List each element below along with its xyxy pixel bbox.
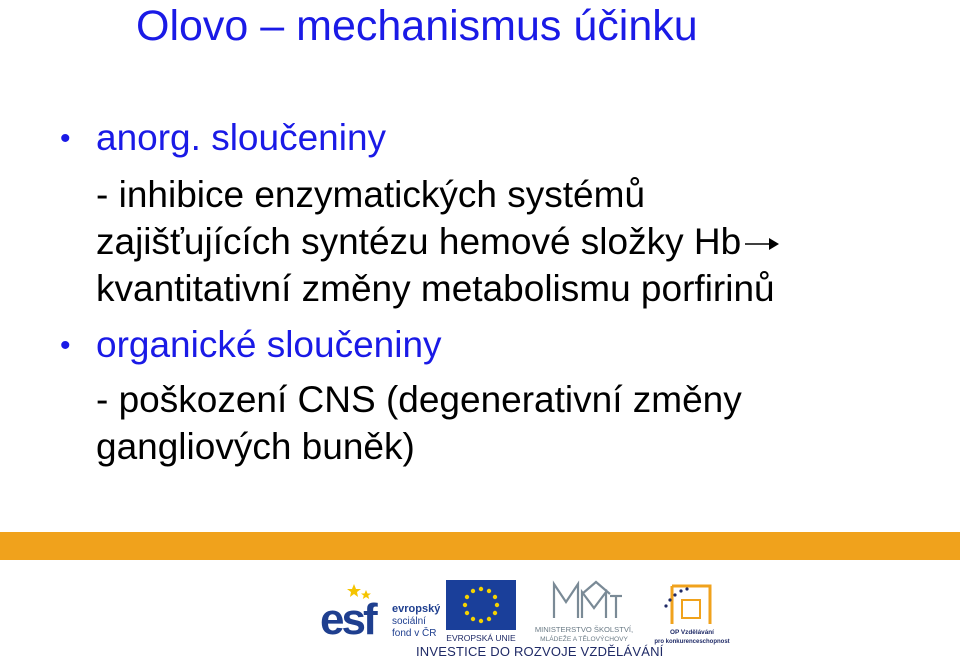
eu-flag-logo bbox=[446, 580, 516, 644]
bullet-marker: • bbox=[60, 329, 71, 362]
body-line-text: zajišťujících syntézu hemové složky Hb bbox=[96, 221, 742, 262]
footer-tagline: INVESTICE DO ROZVOJE VZDĚLÁVÁNÍ bbox=[416, 644, 664, 659]
esf-logo bbox=[320, 582, 440, 642]
msmt-text-line: MLÁDEŽE A TĚLOVÝCHOVY bbox=[540, 636, 628, 643]
bullet-marker: • bbox=[60, 122, 71, 155]
msmt-text-line: MINISTERSTVO ŠKOLSTVÍ, bbox=[534, 625, 634, 634]
footer-logos bbox=[0, 560, 960, 661]
body-line: - inhibice enzymatických systémů bbox=[96, 174, 646, 215]
body-line: gangliových buněk) bbox=[96, 426, 415, 467]
op-vzdelavani-logo bbox=[652, 578, 732, 646]
bullet-heading-inorganic: anorg. sloučeniny bbox=[96, 117, 387, 158]
op-text-line: OP Vzdělávání bbox=[670, 629, 714, 636]
footer-stripe bbox=[0, 532, 960, 560]
eu-caption: EVROPSKÁ UNIE bbox=[446, 633, 516, 643]
esf-text-line: evropský bbox=[392, 603, 440, 615]
slide-title: Olovo – mechanismus účinku bbox=[136, 2, 698, 50]
esf-text-line: fond v ČR bbox=[392, 628, 437, 639]
body-line-hb bbox=[96, 222, 781, 262]
bullet-heading-organic: organické sloučeniny bbox=[96, 324, 442, 365]
op-text-line: pro konkurenceschopnost bbox=[654, 639, 730, 645]
body-line: - poškození CNS (degenerativní změny bbox=[96, 379, 742, 420]
esf-text-line: sociální bbox=[392, 616, 426, 627]
body-line: kvantitativní změny metabolismu porfirinů bbox=[96, 268, 775, 309]
esf-mark: esf bbox=[320, 595, 375, 642]
arrow-right-icon bbox=[745, 236, 781, 252]
msmt-logo bbox=[524, 578, 644, 646]
